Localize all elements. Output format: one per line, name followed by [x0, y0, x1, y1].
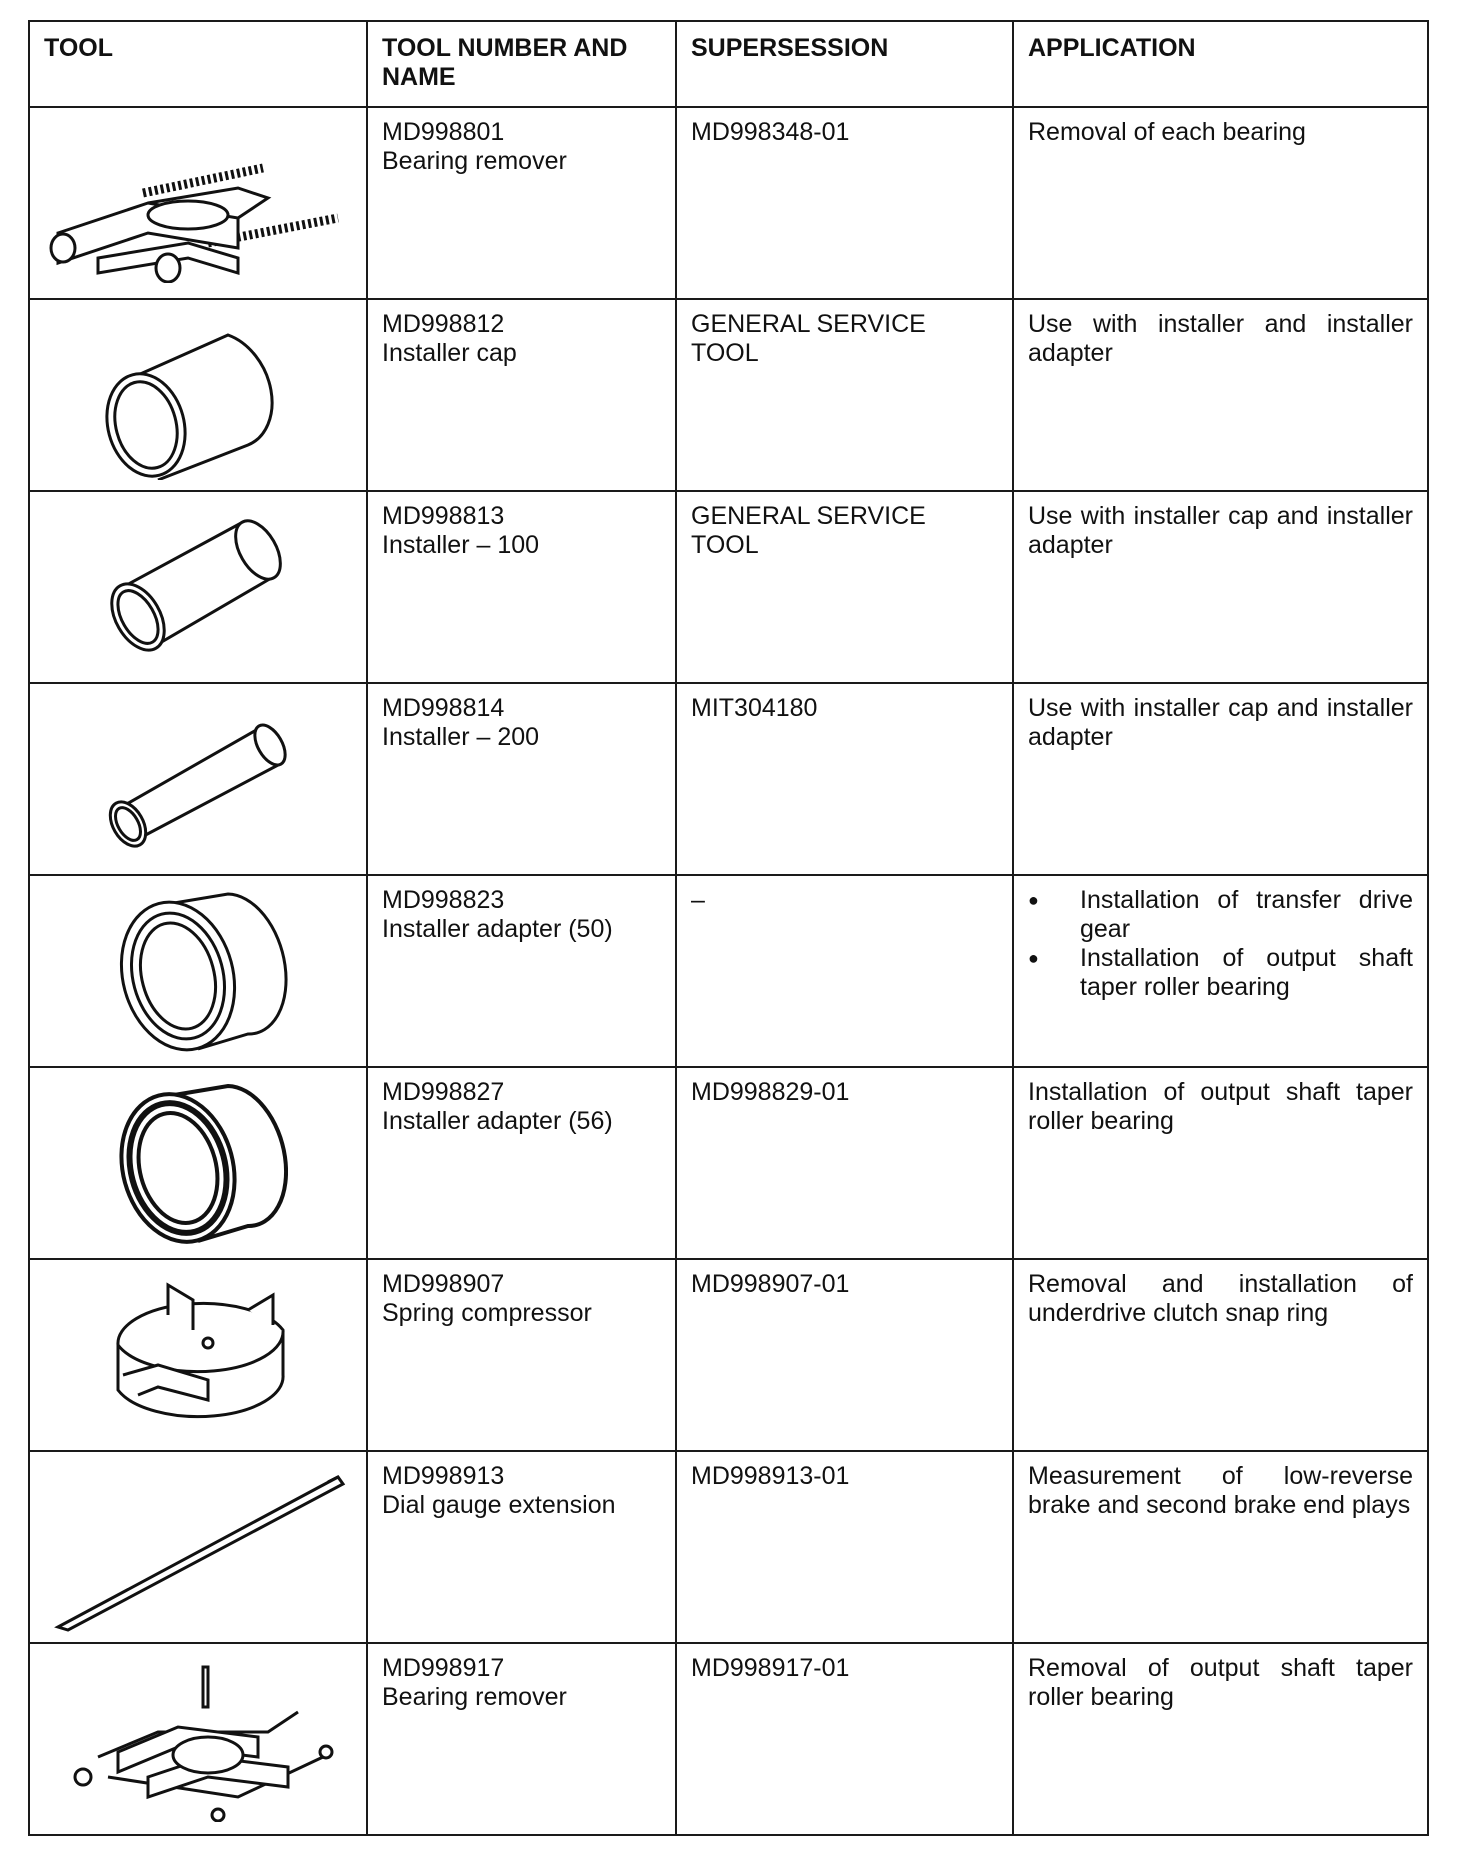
bearing-remover-2-icon	[58, 1657, 338, 1822]
tool-image-cell	[29, 491, 367, 683]
application-cell: Use with installer cap and installer adapter	[1013, 491, 1428, 683]
table-row	[29, 1259, 1428, 1451]
table-row	[29, 1451, 1428, 1643]
tool-number-name-cell	[367, 875, 676, 1067]
application-cell: Use with installer and installer adapter	[1013, 299, 1428, 491]
installer-adapter-56-icon	[108, 1076, 288, 1251]
application-cell: Removal of output shaft taper roller bearing	[1013, 1643, 1428, 1835]
tool-number: MD998812	[382, 310, 505, 338]
tool-number: MD998814	[382, 694, 505, 722]
tool-name: Bearing remover	[382, 1683, 567, 1711]
spring-compressor-icon	[98, 1275, 298, 1435]
application-cell: Use with installer cap and installer adapter	[1013, 683, 1428, 875]
tool-number-name-cell	[367, 1643, 676, 1835]
tool-image-cell	[29, 299, 367, 491]
list-item: ● Installation of output shaft taper roller bearing	[1028, 944, 1413, 1002]
header-application: APPLICATION	[1013, 21, 1428, 107]
supersession-cell: MD998907-01	[676, 1259, 1013, 1451]
table-row	[29, 683, 1428, 875]
tool-image-cell	[29, 1451, 367, 1643]
supersession-cell: –	[676, 875, 1013, 1067]
header-number-name: TOOL NUMBER AND NAME	[367, 21, 676, 107]
tool-name: Bearing remover	[382, 147, 567, 175]
header-row	[29, 21, 1428, 107]
table-row	[29, 1643, 1428, 1835]
tool-name: Installer – 100	[382, 531, 540, 559]
tool-number-name-cell	[367, 299, 676, 491]
tool-image-cell	[29, 1643, 367, 1835]
supersession-cell: GENERAL SERVICE TOOL	[676, 299, 1013, 491]
special-tools-table	[28, 20, 1429, 1836]
tool-number: MD998917	[382, 1654, 505, 1682]
tool-number: MD998813	[382, 502, 505, 530]
tool-name: Installer adapter (56)	[382, 1107, 613, 1135]
supersession-cell: MD998917-01	[676, 1643, 1013, 1835]
application-cell	[1013, 875, 1428, 1067]
table-row	[29, 491, 1428, 683]
tool-name: Spring compressor	[382, 1299, 592, 1327]
tool-name: Installer – 200	[382, 723, 540, 751]
tool-image-cell	[29, 1067, 367, 1259]
bearing-remover-icon	[38, 123, 358, 283]
tool-number-name-cell	[367, 683, 676, 875]
tool-name: Dial gauge extension	[382, 1491, 616, 1519]
application-cell: Removal and installation of underdrive clutch snap ring	[1013, 1259, 1428, 1451]
installer-cap-icon	[98, 310, 298, 480]
tool-image-cell	[29, 683, 367, 875]
application-cell: Removal of each bearing	[1013, 107, 1428, 299]
dial-gauge-extension-icon	[38, 1462, 358, 1632]
tool-image-cell	[29, 107, 367, 299]
table-row	[29, 107, 1428, 299]
application-cell: Measurement of low-reverse brake and second brake end plays	[1013, 1451, 1428, 1643]
tool-name: Installer adapter (50)	[382, 915, 613, 943]
list-item: ● Installation of transfer drive gear	[1028, 886, 1413, 944]
supersession-cell: GENERAL SERVICE TOOL	[676, 491, 1013, 683]
table-row	[29, 1067, 1428, 1259]
supersession-cell: MIT304180	[676, 683, 1013, 875]
tool-image-cell	[29, 1259, 367, 1451]
tool-number-name-cell	[367, 1451, 676, 1643]
supersession-cell: MD998348-01	[676, 107, 1013, 299]
tool-number: MD998907	[382, 1270, 505, 1298]
installer-adapter-50-icon	[108, 884, 288, 1059]
supersession-cell: MD998913-01	[676, 1451, 1013, 1643]
header-tool: TOOL	[29, 21, 367, 107]
tool-number-name-cell	[367, 107, 676, 299]
installer-100-icon	[98, 512, 298, 662]
supersession-cell: MD998829-01	[676, 1067, 1013, 1259]
tool-number-name-cell	[367, 1259, 676, 1451]
header-supersession: SUPERSESSION	[676, 21, 1013, 107]
tool-number-name-cell	[367, 1067, 676, 1259]
table-row	[29, 875, 1428, 1067]
application-bullet-list	[1028, 886, 1413, 1002]
installer-200-icon	[98, 709, 298, 849]
tool-name: Installer cap	[382, 339, 517, 367]
table-row	[29, 299, 1428, 491]
tool-image-cell	[29, 875, 367, 1067]
application-cell: Installation of output shaft taper roller bearing	[1013, 1067, 1428, 1259]
tool-number: MD998823	[382, 886, 505, 914]
tool-number: MD998827	[382, 1078, 505, 1106]
tool-number: MD998913	[382, 1462, 505, 1490]
tool-number-name-cell	[367, 491, 676, 683]
tool-number: MD998801	[382, 118, 505, 146]
